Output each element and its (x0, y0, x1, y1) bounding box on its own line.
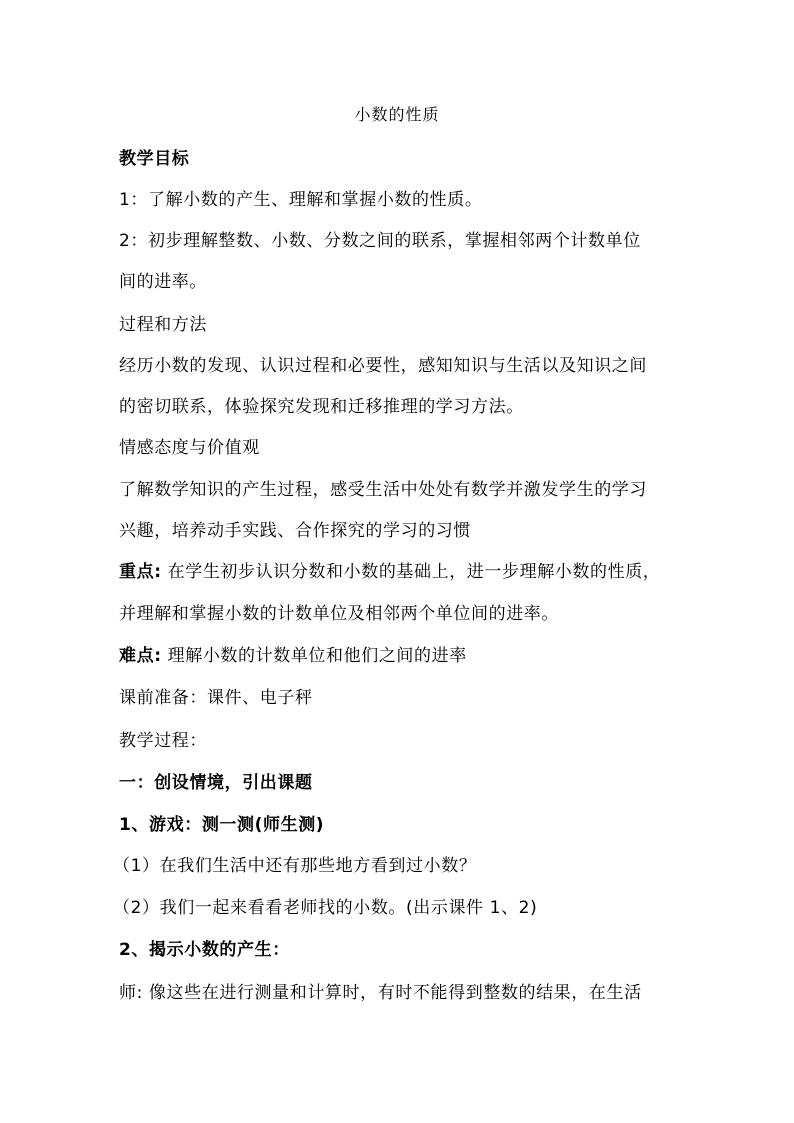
difficulty-line (119, 645, 679, 667)
key-point-text: 在学生初步认识分数和小数的基础上，进一步理解小数的性质， (161, 562, 661, 582)
heading-teaching-goals: 教学目标 (119, 149, 190, 169)
preparation-line: 课前准备：课件、电子秤 (119, 688, 313, 708)
emotion-line-2: 兴趣，培养动手实践、合作探究的学习的习惯 (119, 521, 471, 541)
question-1: （1）在我们生活中还有那些地方看到过小数？ (113, 856, 477, 876)
question-2: （2）我们一起来看看老师找的小数。(出示课件 1、2) (113, 898, 538, 918)
heading-process-methods: 过程和方法 (119, 315, 207, 335)
reveal-heading: 2、揭示小数的产生： (119, 940, 290, 960)
teaching-process-line: 教学过程： (119, 731, 207, 751)
process-line-2: 的密切联系，体验探究发现和迁移推理的学习方法。 (119, 397, 524, 417)
section-1-heading: 一：创设情境，引出课题 (119, 773, 313, 793)
key-point-label: 重点: (119, 562, 162, 582)
game-heading: 1、游戏：测一测(师生测) (119, 815, 325, 835)
goal-line-1: 1：了解小数的产生、理解和掌握小数的性质。 (119, 190, 483, 210)
goal-line-2: 2：初步理解整数、小数、分数之间的联系，掌握相邻两个计数单位 (119, 231, 641, 251)
teacher-line: 师: 像这些在进行测量和计算时，有时不能得到整数的结果，在生活 (119, 983, 642, 1003)
difficulty-label: 难点: (119, 646, 162, 666)
heading-emotion-values: 情感态度与价值观 (119, 438, 260, 458)
document-title: 小数的性质 (354, 105, 440, 124)
key-point-line (119, 561, 679, 583)
difficulty-text: 理解小数的计数单位和他们之间的进率 (161, 646, 467, 666)
goal-line-2-cont: 间的进率。 (119, 272, 207, 292)
process-line-1: 经历小数的发现、认识过程和必要性，感知知识与生活以及知识之间 (119, 356, 647, 376)
emotion-line-1: 了解数学知识的产生过程，感受生活中处处有数学并激发学生的学习 (119, 480, 647, 500)
key-point-line-cont: 并理解和掌握小数的计数单位及相邻两个单位间的进率。 (119, 604, 559, 624)
